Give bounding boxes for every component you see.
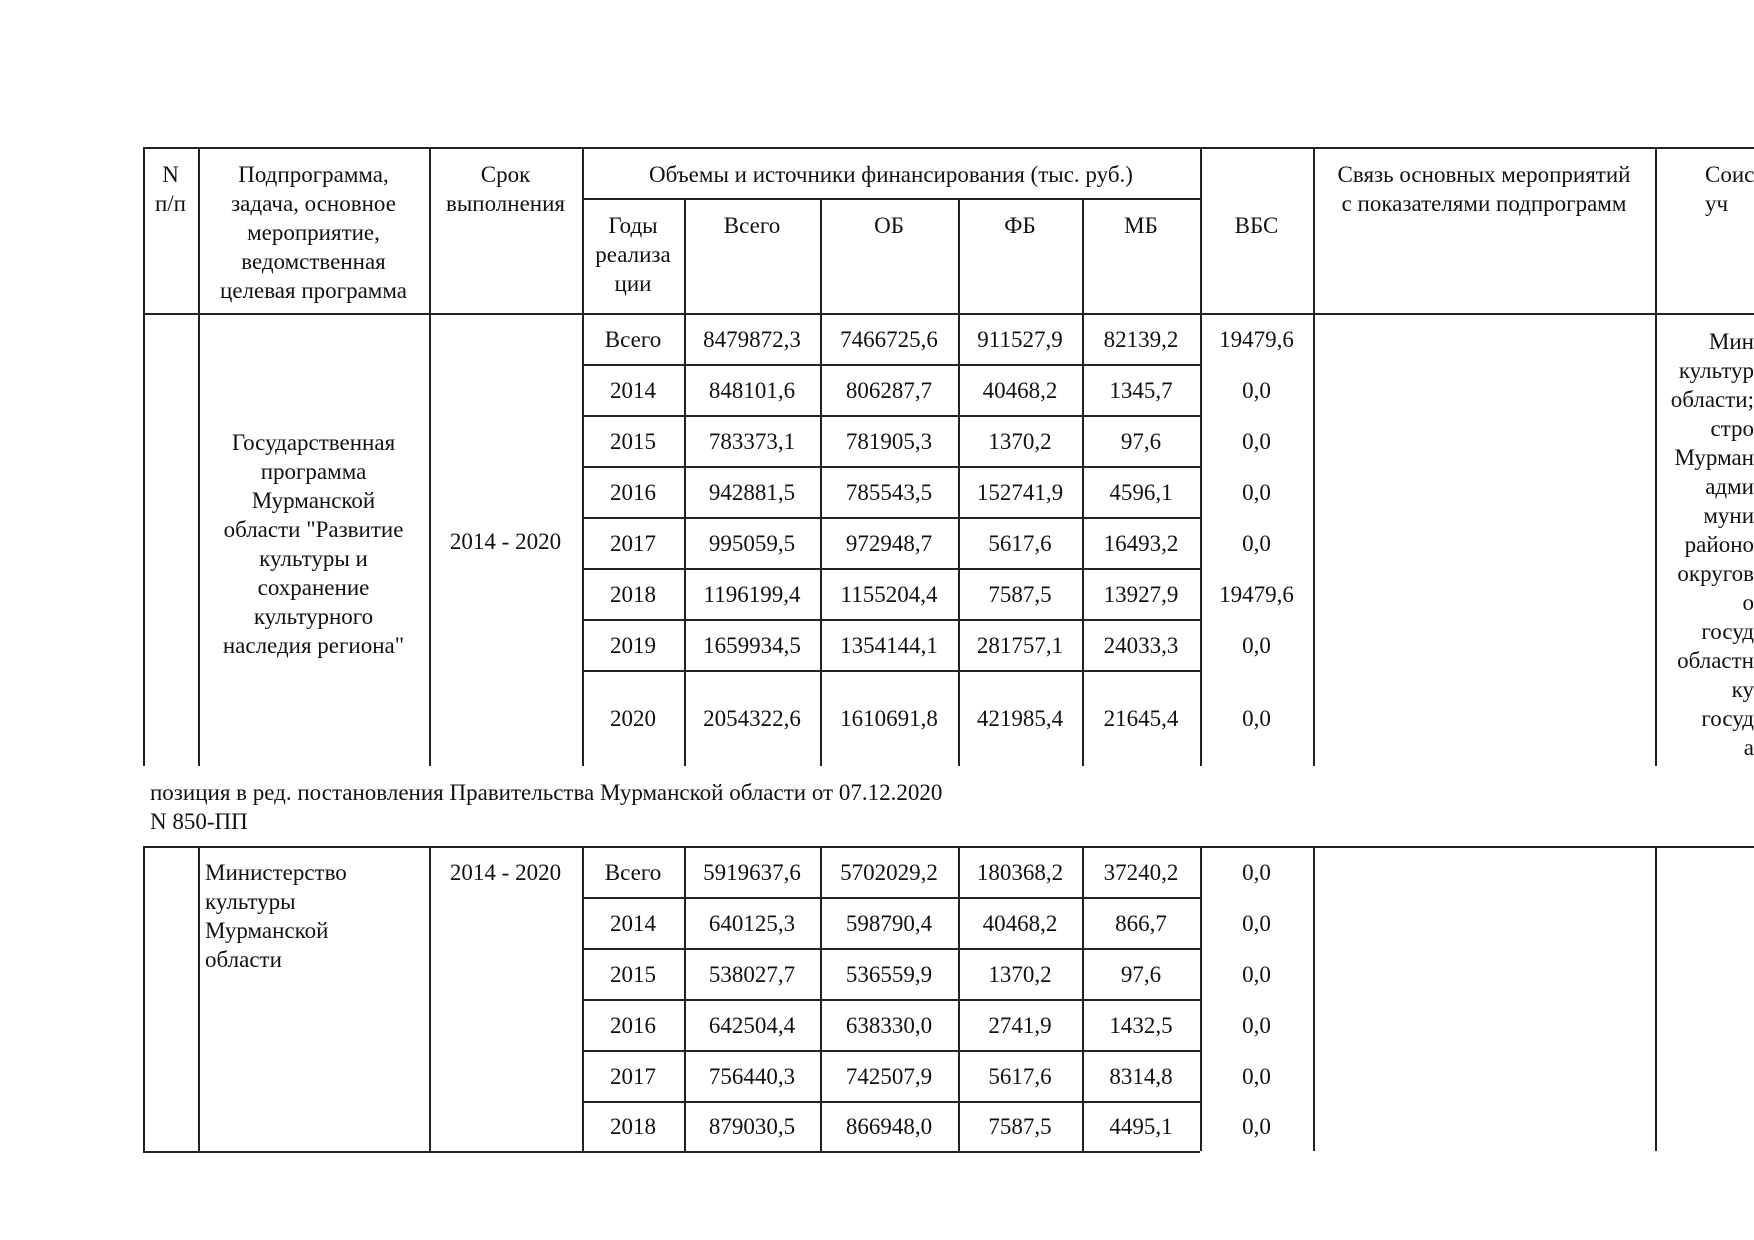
block2-column-rule (429, 846, 431, 1151)
block1-cell-total: 1196199,4 (703, 582, 801, 607)
block2-row-rule (582, 1101, 1200, 1103)
header-years: Годы реализа ции (595, 213, 671, 296)
block1-cell-vbs: 0,0 (1242, 706, 1271, 731)
block1-cell-total: 8479872,3 (703, 327, 801, 352)
block2-column-rule (1313, 846, 1315, 1151)
block2-cell-total: 642504,4 (708, 1013, 796, 1038)
block1-cell-ob: 972948,7 (845, 531, 933, 556)
block1-cell-fb: 421985,4 (976, 706, 1064, 731)
block1-cell-total: 2054322,6 (703, 706, 801, 731)
block1-cell-total: 995059,5 (708, 531, 796, 556)
block2-cell-vbs: 0,0 (1242, 1114, 1271, 1139)
block2-cell-year: 2017 (610, 1064, 656, 1089)
block2-cell-fb: 1370,2 (988, 962, 1052, 987)
block2-cell-total: 756440,3 (708, 1064, 796, 1089)
block1-cell-mb: 21645,4 (1103, 706, 1179, 731)
header-link: Связь основных мероприятий с показателями подпрограмм (1337, 162, 1631, 216)
block2-row-rule (582, 897, 1200, 899)
block2-cell-ob: 598790,4 (845, 911, 933, 936)
block1-cell-fb: 281757,1 (976, 633, 1064, 658)
block2-cell-mb: 1432,5 (1109, 1013, 1173, 1038)
block1-cell-year: 2019 (610, 633, 656, 658)
block1-cell-mb: 24033,3 (1103, 633, 1179, 658)
table-top-rule (143, 147, 1754, 149)
block2-cell-year: 2018 (610, 1114, 656, 1139)
block1-cell-total: 848101,6 (708, 378, 796, 403)
block1-cell-ob: 1155204,4 (840, 582, 938, 607)
block1-cell-year: 2018 (610, 582, 656, 607)
block1-row-rule (582, 670, 1200, 672)
block2-cell-fb: 180368,2 (976, 860, 1064, 885)
header-num: N п/п (154, 162, 186, 216)
header-bottom-rule (143, 313, 1754, 315)
block1-cell-vbs: 19479,6 (1219, 327, 1294, 352)
block2-cell-total: 5919637,6 (703, 860, 801, 885)
block2-cell-vbs: 0,0 (1242, 860, 1271, 885)
block2-name: Министерство культуры Мурманской области (205, 860, 347, 972)
block2-cell-mb: 97,6 (1120, 962, 1162, 987)
block1-cell-ob: 1610691,8 (840, 706, 938, 731)
block2-cell-year: Всего (604, 860, 662, 885)
header-fb: ФБ (1004, 213, 1036, 238)
block2-cell-total: 538027,7 (708, 962, 796, 987)
block2-cell-ob: 742507,9 (845, 1064, 933, 1089)
header-ob: ОБ (874, 213, 904, 238)
block1-cell-mb: 4596,1 (1109, 480, 1173, 505)
block1-row-rule (582, 364, 1200, 366)
block2-cell-fb: 40468,2 (982, 911, 1058, 936)
block2-cell-mb: 866,7 (1115, 911, 1167, 936)
block1-cell-vbs: 0,0 (1242, 480, 1271, 505)
block1-cell-ob: 1354144,1 (840, 633, 938, 658)
block2-row-rule (582, 948, 1200, 950)
block1-cell-year: 2014 (610, 378, 656, 403)
block1-term: 2014 - 2020 (449, 529, 562, 554)
block1-cell-vbs: 19479,6 (1219, 582, 1294, 607)
header-funding: Объемы и источники финансирования (тыс. руб.) (649, 162, 1133, 187)
block1-cell-fb: 1370,2 (988, 429, 1052, 454)
block1-cell-fb: 7587,5 (988, 582, 1052, 607)
header-subprogram: Подпрограмма, задача, основное мероприятие, ведомственная целевая программа (220, 162, 407, 303)
funding-subheader-rule (582, 198, 1200, 200)
block2-column-rule (143, 846, 145, 1151)
block2-cell-ob: 536559,9 (845, 962, 933, 987)
block1-coexec: Мин культур области; стро Мурман адми муни районо округов о госуд областн ку госуд а (1670, 329, 1754, 760)
block1-cell-fb: 152741,9 (976, 480, 1064, 505)
block2-term: 2014 - 2020 (449, 860, 562, 885)
amendment-note: позиция в ред. постановления Правительства Мурманской области от 07.12.2020 N 850-ПП (150, 780, 943, 834)
block2-cell-vbs: 0,0 (1242, 911, 1271, 936)
block2-cell-ob: 866948,0 (845, 1114, 933, 1139)
block1-cell-year: 2016 (610, 480, 656, 505)
block1-name: Государственная программа Мурманской области "Развитие культуры и сохранение культурного наследия региона" (222, 430, 405, 658)
block1-cell-mb: 16493,2 (1103, 531, 1179, 556)
block2-cell-mb: 4495,1 (1109, 1114, 1173, 1139)
block1-cell-total: 783373,1 (708, 429, 796, 454)
header-term: Срок выполнения (445, 162, 565, 216)
block1-cell-year: 2020 (610, 706, 656, 731)
block1-row-rule (582, 619, 1200, 621)
block1-cell-vbs: 0,0 (1242, 429, 1271, 454)
block2-row-rule (582, 999, 1200, 1001)
block2-column-rule (1655, 846, 1657, 1151)
block1-cell-ob: 781905,3 (845, 429, 933, 454)
block1-cell-vbs: 0,0 (1242, 378, 1271, 403)
header-vbs: ВБС (1234, 213, 1279, 238)
block1-row-rule (582, 517, 1200, 519)
block2-bottom-rule (143, 1151, 1200, 1153)
block2-cell-mb: 8314,8 (1109, 1064, 1173, 1089)
block2-column-rule (198, 846, 200, 1151)
block2-column-rule (1200, 846, 1202, 1151)
header-mb: МБ (1124, 213, 1158, 238)
block2-row-rule (582, 1050, 1200, 1052)
block2-cell-total: 879030,5 (708, 1114, 796, 1139)
block2-cell-vbs: 0,0 (1242, 1064, 1271, 1089)
block1-cell-total: 942881,5 (708, 480, 796, 505)
block1-cell-mb: 13927,9 (1103, 582, 1179, 607)
block2-cell-vbs: 0,0 (1242, 962, 1271, 987)
block1-cell-year: Всего (604, 327, 662, 352)
block1-cell-vbs: 0,0 (1242, 633, 1271, 658)
block1-cell-total: 1659934,5 (703, 633, 801, 658)
block1-cell-mb: 1345,7 (1109, 378, 1173, 403)
block1-cell-ob: 7466725,6 (840, 327, 938, 352)
block2-cell-ob: 638330,0 (845, 1013, 933, 1038)
block1-cell-vbs: 0,0 (1242, 531, 1271, 556)
header-total: Всего (723, 213, 781, 238)
block2-cell-year: 2016 (610, 1013, 656, 1038)
block2-top-rule (143, 846, 1754, 848)
block1-cell-fb: 911527,9 (977, 327, 1063, 352)
block2-cell-vbs: 0,0 (1242, 1013, 1271, 1038)
block1-cell-ob: 785543,5 (845, 480, 933, 505)
block1-cell-fb: 5617,6 (988, 531, 1052, 556)
block2-cell-fb: 7587,5 (988, 1114, 1052, 1139)
block1-row-rule (582, 415, 1200, 417)
block1-column-rule (143, 313, 145, 766)
header-coexec: Соис уч (1705, 162, 1754, 216)
block2-cell-year: 2014 (610, 911, 656, 936)
block1-cell-year: 2015 (610, 429, 656, 454)
block2-cell-ob: 5702029,2 (840, 860, 938, 885)
block1-column-rule (1313, 313, 1315, 766)
block1-cell-mb: 97,6 (1120, 429, 1162, 454)
block1-row-rule (582, 466, 1200, 468)
block2-cell-year: 2015 (610, 962, 656, 987)
block2-cell-total: 640125,3 (708, 911, 796, 936)
block1-cell-year: 2017 (610, 531, 656, 556)
block1-cell-fb: 40468,2 (982, 378, 1058, 403)
header-column-rule (1655, 147, 1657, 313)
block2-cell-fb: 5617,6 (988, 1064, 1052, 1089)
block2-cell-mb: 37240,2 (1103, 860, 1179, 885)
block1-cell-mb: 82139,2 (1103, 327, 1179, 352)
block1-cell-ob: 806287,7 (845, 378, 933, 403)
block1-row-rule (582, 568, 1200, 570)
block2-cell-fb: 2741,9 (988, 1013, 1052, 1038)
